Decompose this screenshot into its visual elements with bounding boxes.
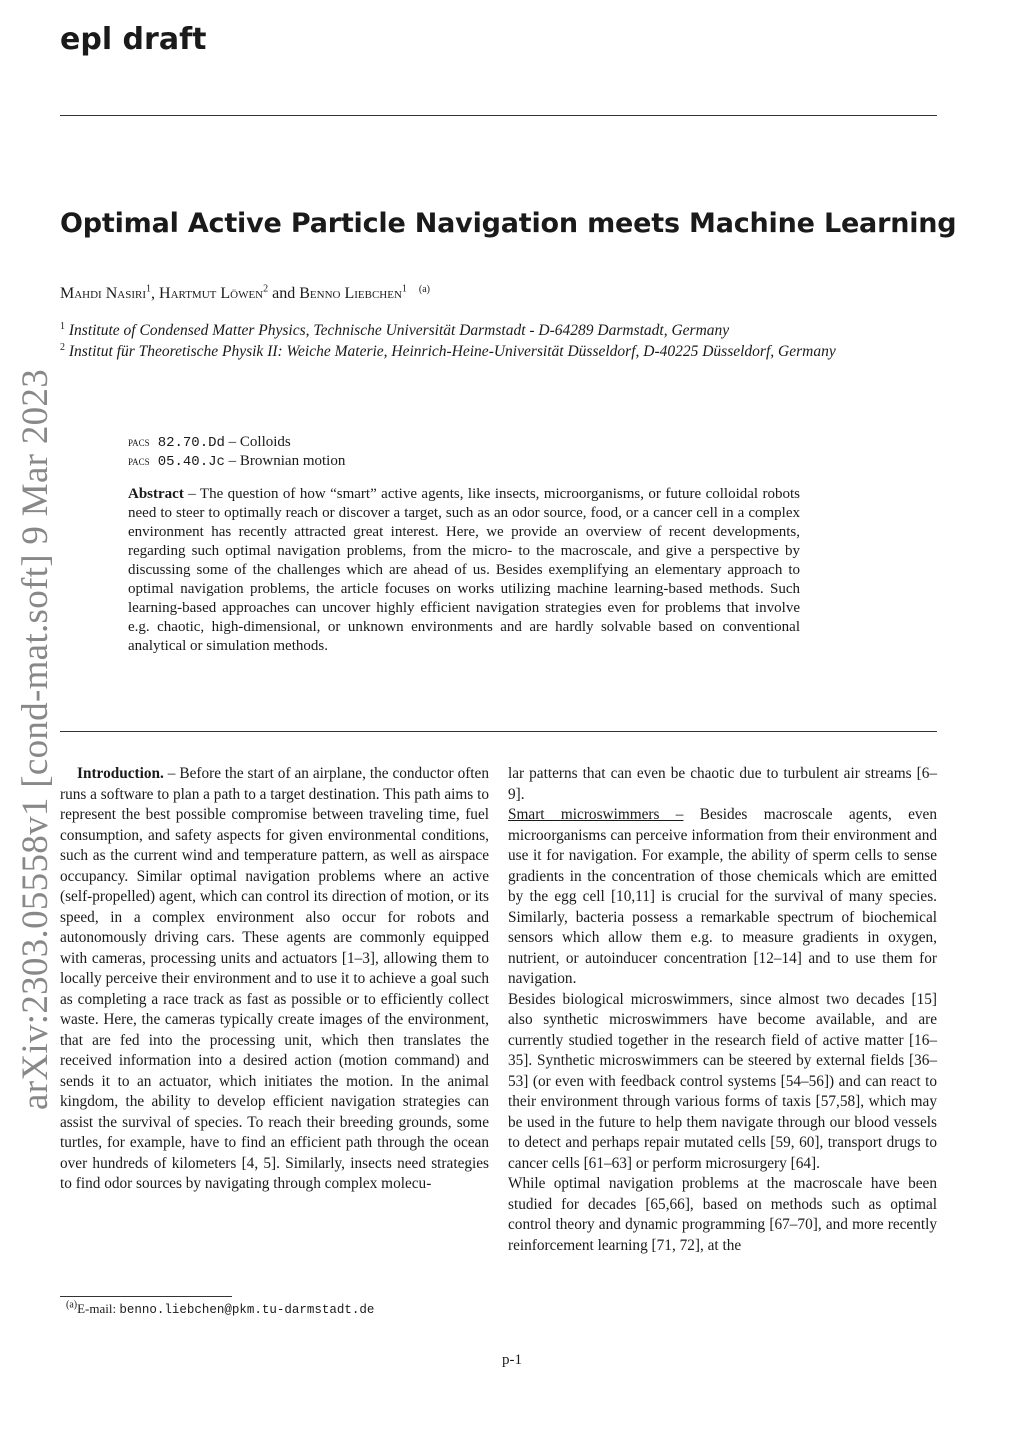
pacs-code: 82.70.Dd — [157, 435, 225, 451]
arxiv-stamp: arXiv:2303.05558v1 [cond-mat.soft] 9 Mar 2023 — [15, 368, 56, 1110]
footnote-rule — [60, 1296, 232, 1297]
footnote — [66, 1301, 374, 1317]
author-conjunction: and — [272, 285, 296, 302]
pacs-entry — [128, 434, 291, 451]
footnote-mark: (a) — [418, 283, 431, 295]
footnote-mark: (a) — [66, 1299, 78, 1311]
paragraph: Besides biological microswimmers, since almost two decades [15] also synthetic microswimmers have become available, and are currently studied together in the research field of active matter [16–35]. Synthetic microswimmers can be steered by external fields [36–53] (or even with feedback control systems [54–56]) and can react to their environment through various forms of taxis [57,58], which may be used in the future to help them navigate through our blood vessels to detect and perhaps repair mutated cells [59, 60], transport drugs to cancer cells [61–63] or perform microsurgery [64]. — [508, 990, 937, 1172]
abstract-text: – The question of how “smart” active agents, like insects, microorganisms, or future colloidal robots need to steer to optimally reach or discover a target, such as an odor source, food, or a cancer cell in a complex environment has recently attracted great interest. Here, we provide an overview of recent developments, regarding such optimal navigation problems, from the micro- to the macroscale, and give a perspective by discussing some of the challenges which are ahead of us. Besides exemplifying an elementary approach to optimal navigation problems, the article focuses on works utilizing machine learning-based methods. Such learning-based approaches can uncover highly efficient navigation strategies even for problems that involve e.g. chaotic, high-dimensional, or unknown environments and are hardly solvable based on conventional analytical or simulation methods. — [128, 486, 800, 654]
subsection-label: Smart microswimmers – — [508, 806, 684, 823]
paragraph-text: Before the start of an airplane, the conductor often runs a software to plan a path to a target destination. This path aims to represent the best possible compromise between traveling time, fuel consumption, and safety aspects for given environmental conditions, such as the current wind and temperature pattern, as well as airspace occupancy. Similar optimal navigation problems where an active (self-propelled) agent, which can control its direction of motion, or its speed, in a complex environment also occur for robots and autonomously driving cars. These agents are commonly equipped with cameras, processing units and actuators [1–3], allowing them to locally perceive their environment and to use it to achieve a goal such as completing a race track as fast as possible or to efficiently collect waste. Here, the cameras typically create images of the environment, that are fed into the processing unit, which then translates the received information into a desired action (motion command) and sends it to an actuator, which initiates the motion. In the animal kingdom, the ability to develop efficient navigation strategies can assist the survival of species. To reach their breeding grounds, some turtles, for example, have to find an efficient path through the ocean over hundreds of kilometers [4, 5]. Similarly, insects need strategies to find odor sources by navigating through complex molecu- — [60, 765, 489, 1192]
pacs-desc: – Brownian motion — [224, 453, 346, 469]
author-affil-mark: 1 — [401, 283, 407, 295]
paragraph-text: Besides macroscale agents, even microorganisms can perceive information from their environment and use it for navigation. For example, the ability of sperm cells to sense gradients in the concentration of those chemicals which are emitted by the egg cell [10,11] is crucial for the survival of many species. Similarly, bacteria possess a remarkable spectrum of biochemical sensors which allow them e.g. to measure gradients in oxygen, nutrient, or autoinducer concentration [12–14] and to use them for navigation. — [508, 806, 937, 987]
heading-dash: – — [163, 765, 180, 782]
author-name: Mahdi Nasiri — [60, 285, 147, 302]
abstract-label: Abstract — [128, 486, 184, 502]
paper-title: Optimal Active Particle Navigation meets Machine Learning — [60, 208, 957, 239]
pacs-label: pacs — [128, 453, 150, 468]
affiliation-number: 2 — [60, 341, 65, 353]
affiliation — [60, 341, 940, 362]
affiliation-number: 1 — [60, 320, 65, 332]
abstract-rule — [60, 731, 937, 732]
paragraph — [508, 805, 937, 990]
pacs-label: pacs — [128, 434, 150, 449]
page-number: p-1 — [502, 1352, 522, 1368]
body-column-right — [508, 764, 937, 1256]
author-name: Benno Liebchen — [299, 285, 402, 302]
pacs-code: 05.40.Jc — [157, 454, 225, 470]
author-affil-mark: 1 — [146, 283, 152, 295]
body-column-left — [60, 764, 489, 1195]
paragraph: While optimal navigation problems at the macroscale have been studied for decades [65,66], based on methods such as optimal control theory and dynamic programming [67–70], and more recently reinforcement learning [71, 72], at the — [508, 1175, 937, 1254]
author-affil-mark: 2 — [263, 283, 269, 295]
email-link[interactable]: benno.liebchen@pkm.tu-darmstadt.de — [119, 1303, 375, 1317]
section-heading: Introduction. — [77, 765, 164, 782]
footnote-label: E-mail: — [77, 1301, 120, 1316]
pacs-entry — [128, 453, 345, 470]
header-rule — [60, 115, 937, 116]
affiliation — [60, 320, 940, 341]
intro-paragraph — [60, 764, 489, 1195]
abstract — [128, 485, 800, 656]
pacs-desc: – Colloids — [224, 434, 291, 450]
journal-header: epl draft — [60, 22, 207, 57]
paragraph: lar patterns that can even be chaotic due to turbulent air streams [6–9]. — [508, 765, 937, 803]
author-list: Mahdi Nasiri$^1$, Hartmut Löwen$^2$ and Benno Liebchen$^1$ $^{(a)}$ — [60, 283, 431, 302]
affiliation-text: Institut für Theoretische Physik II: Weiche Materie, Heinrich-Heine-Universität Düsseldorf, D-40225 Düsseldorf, Germany — [68, 343, 836, 360]
author-name: Hartmut Löwen — [159, 285, 264, 302]
affiliation-text: Institute of Condensed Matter Physics, Technische Universität Darmstadt - D-64289 Darmstadt, Germany — [68, 322, 730, 339]
